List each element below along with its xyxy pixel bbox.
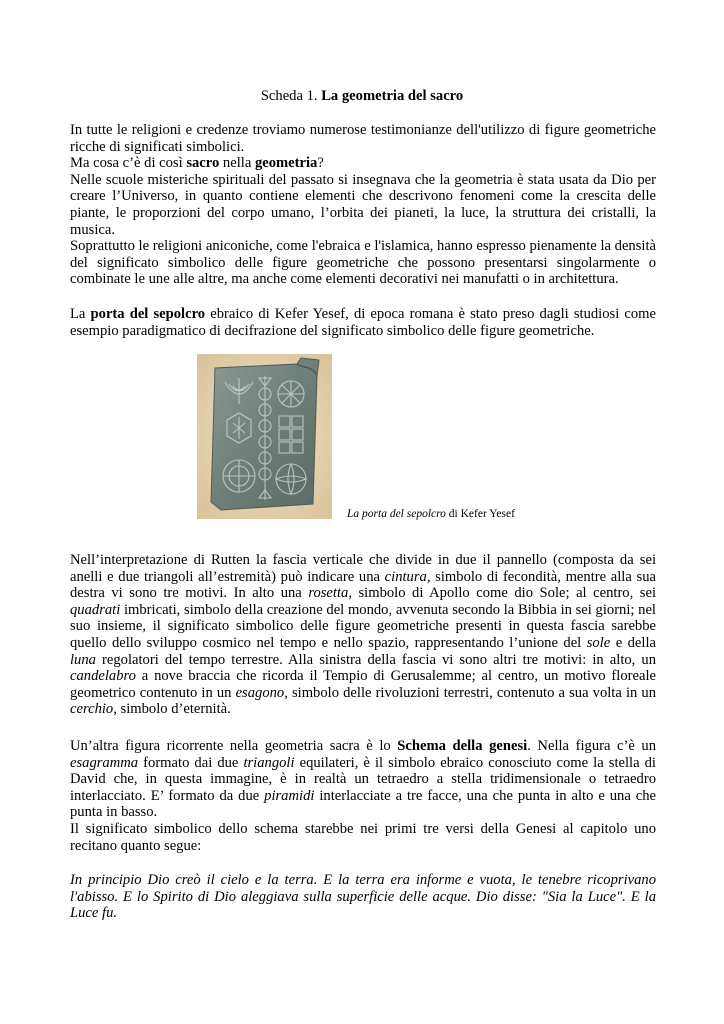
intro-paragraph-3: Soprattutto le religioni aniconiche, come l'ebraica e l'islamica, hanno espresso pienamente la densità del significato simbolico delle figure geometriche che possono presentarsi singolarmente o combinate le une alle altre, ma anche come elementi decorativi nei manufatti o in architettura.: [70, 238, 656, 288]
rutten-s11: regolatori del tempo terrestre. Alla sinistra della fascia vi sono altri tre motivi: in alto, un: [95, 651, 656, 668]
genesi-s9: interlacciate a tre facce, una che punta in alto e una che punta in basso.: [70, 787, 656, 821]
caption-italic: La porta del sepolcro: [347, 508, 446, 520]
title-bold: La geometria del sacro: [321, 88, 464, 104]
genesi-triangoli: triangoli: [243, 754, 295, 771]
question-text-c: nella: [219, 155, 255, 172]
genesi-section: [70, 738, 656, 854]
intro-section: [70, 122, 656, 288]
page-title: [0, 88, 724, 105]
question-mark: ?: [317, 155, 324, 172]
caption-rest: di Kefer Yesef: [445, 508, 515, 520]
rutten-sole: sole: [586, 634, 611, 651]
rutten-luna: luna: [70, 651, 96, 668]
rutten-quadrati: quadrati: [70, 601, 121, 618]
intro-paragraph-2: Nelle scuole misteriche spirituali del passato si insegnava che la geometria è stata usata da Dio per creare l’Universo, in quanto contiene elementi che descrivono fenomeni come la crescita delle piante, le proporzioni del corpo umano, l’orbita dei pianeti, la luce, la struttura dei cristalli, la musica.: [70, 171, 656, 238]
rutten-rosetta: rosetta: [308, 585, 349, 602]
genesi-s1: Un’altra figura ricorrente nella geometria sacra è lo: [70, 738, 398, 754]
rutten-s7: imbricati, simbolo della creazione del mondo, avvenuta secondo la Bibbia in sei giorni; nel suo insieme, il significato simbolico delle figure geometriche presenti in questa fascia sarebbe quello dello sviluppo cosmico nel tempo e nello spazio, rappresentando l’unione del: [70, 601, 656, 651]
rutten-s5: , simbolo di Apollo come dio Sole; al centro, sei: [348, 585, 656, 602]
genesi-s3: . Nella figura c’è un: [527, 738, 657, 754]
genesi-piramidi: piramidi: [264, 787, 315, 804]
image-caption: [347, 508, 515, 521]
genesi-schema-bold: Schema della genesi: [397, 738, 528, 754]
tomb-door-image: [197, 354, 332, 519]
rutten-cintura: cintura: [384, 568, 427, 585]
rutten-s1: Nell’interpretazione di Rutten la fascia verticale che divide in due il pannello (composta da sei anelli e due triangoli all’estremità) può indicare una: [70, 552, 656, 585]
rutten-s13: a nove braccia che ricorda il Tempio di Gerusalemme; al centro, un motivo floreale geometrico contenuto in un: [70, 668, 656, 701]
rutten-paragraph: [70, 552, 656, 718]
porta-text-c: ebraico di Kefer Yesef, di epoca romana è stato preso dagli studiosi come esempio paradigmatico di decifrazione del significato simbolico delle figure geometriche.: [70, 306, 656, 339]
genesi-s5: formato dai due: [138, 754, 244, 771]
porta-paragraph: [70, 306, 656, 339]
genesi-s7: equilateri, è il simbolo ebraico conosciuto come la stella di David che, in questa immagine, è in realtà un tetraedro a stella tridimensionale o tetraedro interlacciato. E’ formato da due: [70, 754, 656, 804]
rutten-cerchio: cerchio: [70, 701, 114, 718]
intro-question: [70, 155, 656, 172]
rutten-s17: , simbolo d’eternità.: [113, 701, 231, 718]
rutten-s9: e della: [610, 634, 656, 651]
question-bold-geometria: geometria: [254, 155, 318, 172]
stone-panel-icon: [197, 354, 332, 519]
porta-text-a: La: [70, 306, 91, 322]
genesi-paragraph-2: Il significato simbolico dello schema starebbe nei primi tre versi della Genesi al capitolo uno recitano quanto segue:: [70, 820, 656, 854]
porta-bold: porta del sepolcro: [90, 306, 206, 322]
rutten-candelabro: candelabro: [70, 668, 136, 685]
rutten-esagono: esagono: [235, 684, 285, 701]
title-prefix: Scheda 1.: [260, 88, 322, 104]
question-bold-sacro: sacro: [186, 155, 220, 172]
rutten-s15: , simbolo delle rivoluzioni terrestri, contenuto a sua volta in un: [284, 684, 656, 701]
intro-paragraph-1: In tutte le religioni e credenze troviamo numerose testimonianze dell'utilizzo di figure geometriche ricche di significati simbolici.: [70, 122, 656, 155]
genesi-esagramma: esagramma: [70, 754, 139, 771]
rutten-s3: , simbolo di fecondità, mentre alla sua destra vi sono tre motivi. In alto una: [70, 568, 656, 602]
genesis-quote: In principio Dio creò il cielo e la terra. E la terra era informe e vuota, le tenebre ricoprivano l'abisso. E lo Spirito di Dio aleggiava sulla superficie delle acque. Dio disse: "Sia la Luce". E la Luce fu.: [70, 872, 656, 922]
question-text-a: Ma cosa c’è di così: [70, 155, 187, 172]
genesi-paragraph-1: [70, 738, 656, 821]
